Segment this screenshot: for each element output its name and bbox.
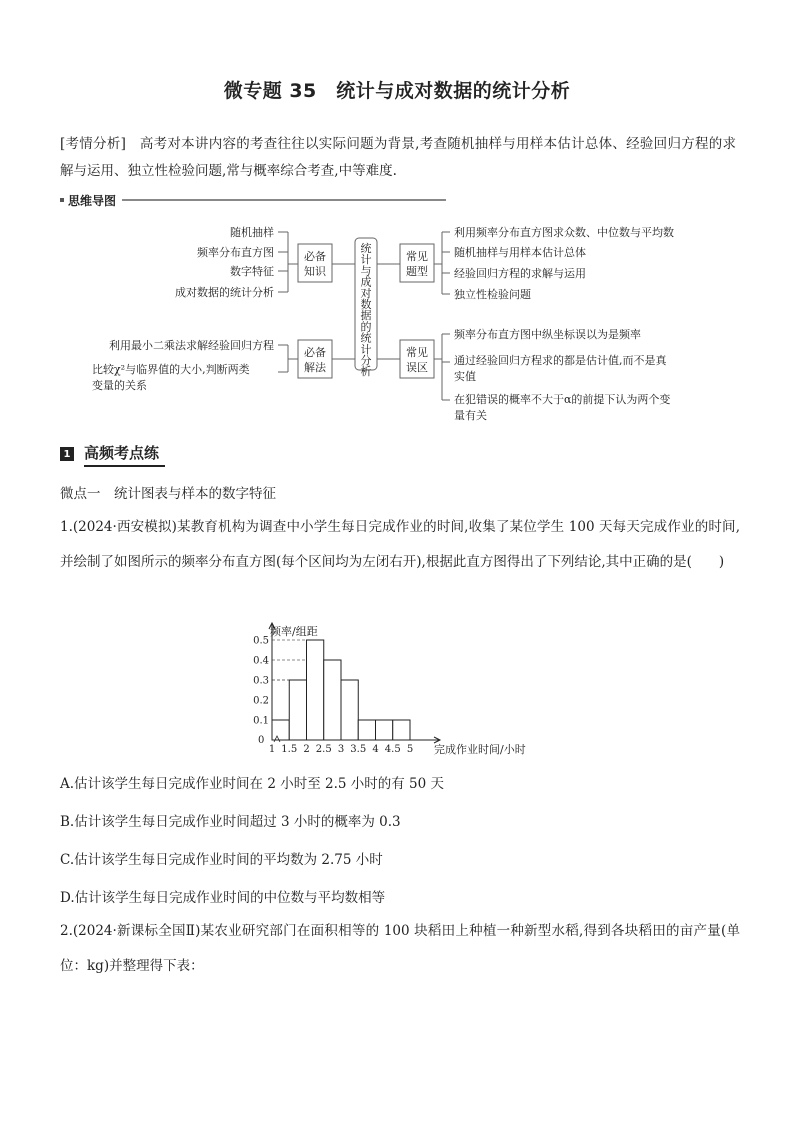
mindmap-title: 思维导图 — [68, 193, 117, 208]
x-tick-label: 2.5 — [315, 744, 332, 755]
histogram-bar — [393, 720, 410, 740]
question-1: 1.(2024·西安模拟)某教育机构为调查中小学生每日完成作业的时间,收集了某位学生 100 天每天完成作业的时间,并绘制了如图所示的频率分布直方图(每个区间均为左闭右开),根据此直方图得出了下列结论,其中正确的是( ) — [60, 519, 740, 570]
histogram-bar — [324, 660, 341, 740]
bullet-dot — [60, 198, 64, 202]
subtopic-title: 微点一 统计图表与样本的数字特征 — [60, 486, 276, 502]
bracket-lines — [434, 334, 450, 400]
mm-item: 频率分布直方图中纵坐标误以为是频率 — [454, 328, 641, 341]
page-title: 微专题 35 统计与成对数据的统计分析 — [223, 80, 571, 102]
mm-item: 变量的关系 — [92, 379, 147, 392]
histogram-bar — [376, 720, 393, 740]
bracket-lines — [278, 345, 298, 372]
mm-box-label: 知识 — [304, 265, 326, 278]
left-top-items — [175, 225, 274, 299]
mindmap-header — [60, 193, 736, 207]
histogram-bar — [307, 640, 324, 740]
x-axis-label: 完成作业时间/小时 — [434, 743, 526, 756]
mm-item: 频率分布直方图 — [197, 246, 274, 259]
x-tick-label: 4 — [372, 744, 379, 755]
mm-item: 数字特征 — [230, 265, 274, 278]
mind-map — [60, 214, 736, 422]
mm-item: 通过经验回归方程求的都是估计值,而不是真 — [454, 354, 667, 367]
histogram-bar — [289, 680, 306, 740]
mm-item: 经验回归方程的求解与运用 — [454, 267, 586, 280]
x-tick-label: 4.5 — [384, 744, 401, 755]
mm-box-label: 必备 — [304, 250, 326, 263]
mm-box-label: 常见 — [406, 346, 428, 359]
x-tick-label: 2 — [303, 744, 310, 755]
mm-box-label: 解法 — [304, 361, 326, 374]
option-d: D.估计该学生每日完成作业时间的中位数与平均数相等 — [60, 890, 386, 906]
practice-title: 高频考点练 — [84, 442, 165, 467]
histogram-bar — [341, 680, 358, 740]
section-number: 1 — [60, 447, 74, 461]
option-a: A.估计该学生每日完成作业时间在 2 小时至 2.5 小时的有 50 天 — [60, 776, 445, 792]
mm-item: 利用最小二乘法求解经验回归方程 — [109, 339, 274, 352]
center-title: 统计与成对数据的统计分析 — [360, 242, 372, 379]
practice-header — [60, 443, 736, 465]
mm-item: 随机抽样 — [230, 226, 274, 239]
histogram-bar — [358, 720, 375, 740]
mm-item: 量有关 — [454, 409, 487, 422]
y-axis-label: 频率/组距 — [270, 625, 318, 638]
x-tick-label: 3.5 — [350, 744, 367, 755]
mm-box-label: 常见 — [406, 250, 428, 263]
x-tick-label: 3 — [337, 744, 345, 755]
mm-item: 比较χ²与临界值的大小,判断两类 — [92, 363, 250, 376]
bracket-lines — [434, 232, 450, 294]
header-rule — [122, 199, 446, 201]
y-tick-label: 0.4 — [253, 655, 269, 667]
exam-analysis: [考情分析] 高考对本讲内容的考查往往以实际问题为背景,考查随机抽样与用样本估计总体、经验回归方程的求解与运用、独立性检验问题,常与概率综合考查,中等难度. — [60, 136, 736, 179]
mm-item: 利用频率分布直方图求众数、中位数与平均数 — [454, 226, 674, 239]
mm-item: 实值 — [454, 370, 476, 383]
mm-item: 在犯错误的概率不大于α的前提下认为两个变 — [454, 393, 671, 406]
histogram-bar — [272, 720, 289, 740]
x-tick-label: 1.5 — [281, 744, 298, 755]
mm-box-label: 必备 — [304, 346, 326, 359]
mm-box-label: 误区 — [406, 361, 428, 374]
option-c: C.估计该学生每日完成作业时间的平均数为 2.75 小时 — [60, 852, 383, 868]
origin-label: 0 — [258, 735, 265, 746]
frequency-histogram — [250, 620, 550, 760]
option-b: B.估计该学生每日完成作业时间超过 3 小时的概率为 0.3 — [60, 814, 401, 830]
question-2: 2.(2024·新课标全国Ⅱ)某农业研究部门在面积相等的 100 块稻田上种植一种新型水稻,得到各块稻田的亩产量(单位：kg)并整理得下表： — [60, 923, 740, 974]
y-tick-label: 0.1 — [253, 715, 269, 727]
x-tick-label: 1 — [268, 744, 276, 755]
mm-box-label: 题型 — [406, 265, 428, 278]
mm-item: 独立性检验问题 — [454, 288, 531, 301]
y-tick-label: 0.5 — [253, 635, 269, 647]
x-tick-label: 5 — [406, 744, 414, 755]
y-tick-label: 0.2 — [253, 695, 269, 707]
y-tick-label: 0.3 — [253, 675, 269, 687]
bracket-lines — [278, 232, 298, 292]
mm-item: 随机抽样与用样本估计总体 — [454, 246, 586, 259]
mm-item: 成对数据的统计分析 — [175, 286, 274, 299]
